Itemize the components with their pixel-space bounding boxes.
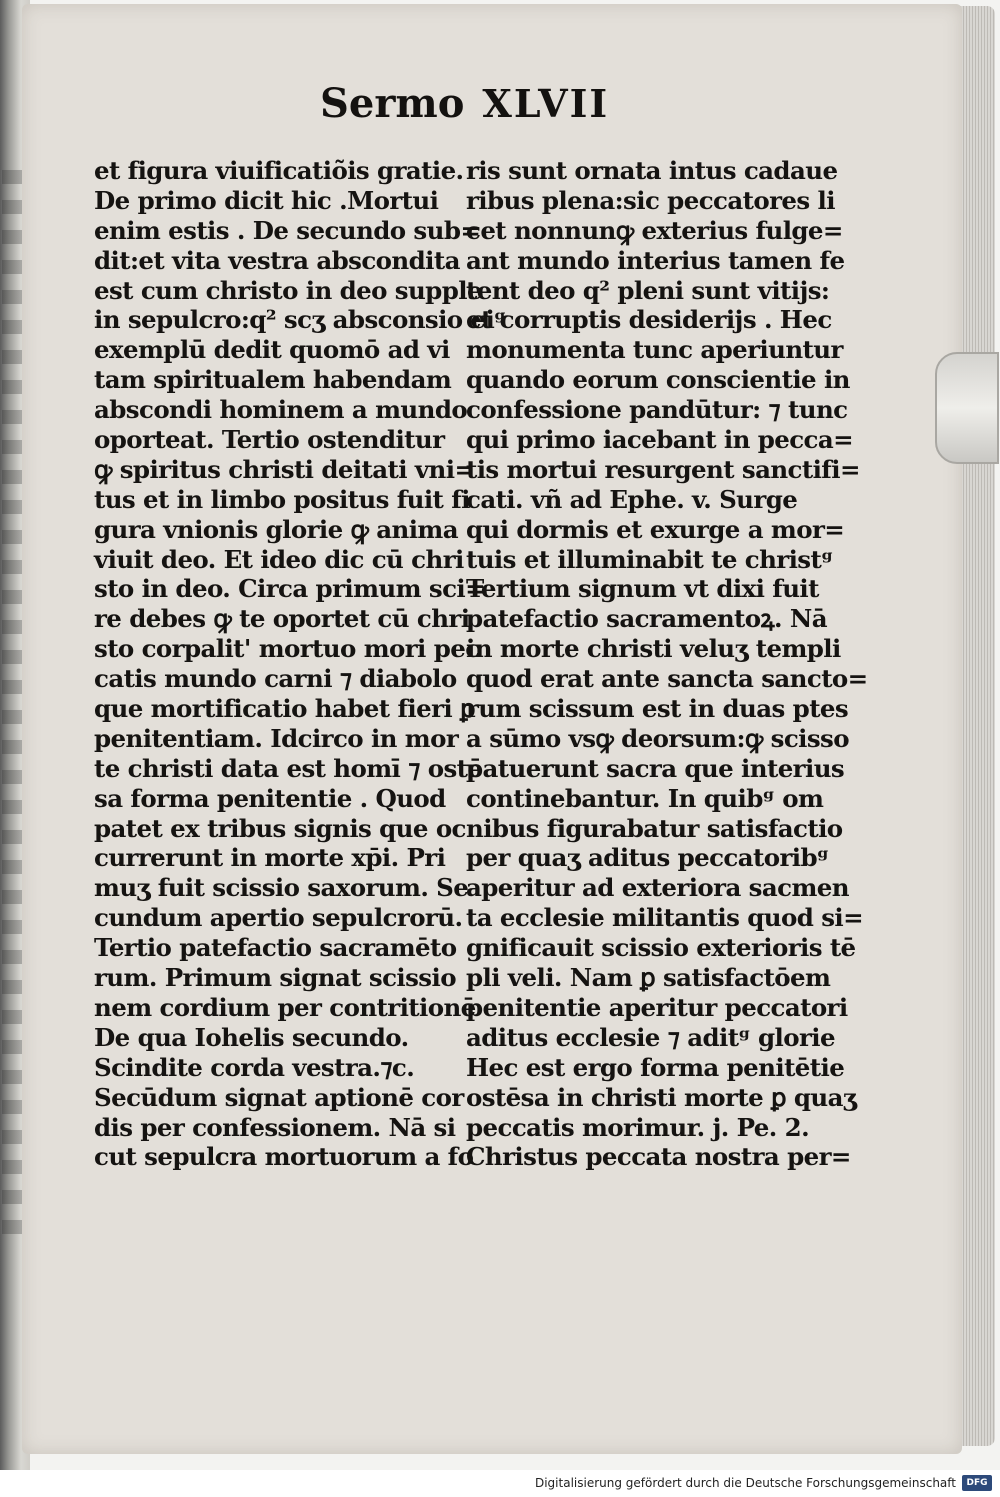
text-line: dit:et vita vestra abscondita [94,245,460,275]
text-line: que mortificatio habet fieri ꝑ [94,694,475,724]
sermon-number: XLVII [482,81,610,126]
digitization-footer [0,1470,1000,1497]
text-line: et figura viuificatiõis gratie. [94,156,464,185]
text-line: continebantur. In quibᵍ om [466,783,824,813]
text-line: per quaʒ aditus peccatoribᵍ [466,843,829,873]
dfg-logo: DFG [962,1475,992,1491]
text-line: ant mundo interius tamen fe [466,245,845,275]
text-line: cati. vñ ad Ephe. v. Surge [466,484,798,514]
text-line: patet ex tribus signis que oc [94,813,466,843]
text-line: Hec est ergo forma penitētie [466,1052,845,1082]
text-column-right [466,156,868,1172]
text-line: patefactio sacramentoꝝ. Nā [466,604,827,634]
funding-credit: Digitalisierung gefördert durch die Deutsche Forschungsgemeinschaft [534,1476,956,1490]
text-line: sto in deo. Circa primum sci= [94,574,486,604]
page-header [320,80,609,140]
text-line: exemplū dedit quomō ad vi [94,335,450,365]
text-line: et corruptis desiderijs . Hec [466,305,832,335]
text-line: Scindite corda vestra.⁊c. [94,1052,415,1082]
text-line: oporteat. Tertio ostenditur [94,425,445,455]
text-line: rum. Primum signat scissio [94,963,456,993]
text-line: enim estis . De secundo sub= [94,215,481,245]
text-line: quando eorum conscientie in [466,365,850,395]
text-line: dis per confessionem. Nā si [94,1112,456,1142]
text-line: tent deo q² pleni sunt vitijs: [466,275,830,305]
text-line: rum scissum est in duas ptes [466,694,849,724]
text-line: ris sunt ornata intus cadaue [466,156,838,185]
text-line: ꝙ spiritus christi deitati vni= [94,454,475,484]
text-line: est cum christo in deo supple [94,275,482,305]
text-line: sa forma penitentie . Quod [94,783,446,813]
text-line: confessione pandūtur: ⁊ tunc [466,395,848,425]
text-line: aditus ecclesie ⁊ aditᵍ glorie [466,1022,835,1052]
text-line: patuerunt sacra que interius [466,753,845,783]
text-line: tuis et illuminabit te christᵍ [466,544,833,574]
text-line: cet nonnunꝙ exterius fulge= [466,215,843,245]
text-line: De primo dicit hic .Mortui [94,185,439,215]
running-title: Sermo [320,80,465,127]
text-line: te christi data est homī ⁊ ostē [94,753,483,783]
text-line: tus et in limbo positus fuit fi [94,484,470,514]
text-line: a sūmo vsꝙ deorsum:ꝙ scisso [466,723,849,753]
text-line: quod erat ante sancta sancto= [466,664,868,694]
text-line: currerunt in morte xp̄i. Pri [94,843,446,873]
text-line: Secūdum signat aptionē cor [94,1082,464,1112]
text-line: qui dormis et exurge a mor= [466,514,845,544]
book-clasp [935,352,999,464]
text-line: sto corpalit' mortuo mori pec [94,634,480,664]
text-line: aperitur ad exteriora sacmen [466,873,849,903]
text-line: De qua Iohelis secundo. [94,1022,409,1052]
text-line: pli veli. Nam ꝑ satisfactōem [466,963,831,993]
text-line: Christus peccata nostra per= [466,1142,851,1172]
text-line: ribus plena:sic peccatores li [466,185,835,215]
text-line: nem cordium per contritionē [94,992,476,1022]
text-line: qui primo iacebant in pecca= [466,425,854,455]
text-line: catis mundo carni ⁊ diabolo [94,664,457,694]
text-line: nibus figurabatur satisfactio [466,813,843,843]
text-line: cundum apertio sepulcrorū. [94,903,463,933]
text-line: ostēsa in christi morte ꝑ quaʒ [466,1082,857,1112]
text-line: in morte christi veluʒ templi [466,634,841,664]
text-line: peccatis morimur. j. Pe. 2. [466,1112,810,1142]
text-line: abscondi hominem a mundo [94,395,468,425]
text-line: tis mortui resurgent sanctifi= [466,454,860,484]
text-line: penitentiam. Idcirco in mor [94,723,459,753]
text-line: cut sepulcra mortuorum a fo [94,1142,474,1172]
text-line: gura vnionis glorie ꝙ anima [94,514,459,544]
text-line: re debes ꝙ te oportet cū chri [94,604,470,634]
text-column-left [94,156,506,1172]
text-line: Tertio patefactio sacramēto [94,933,457,963]
text-line: monumenta tunc aperiuntur [466,335,843,365]
text-line: ta ecclesie militantis quod si= [466,903,864,933]
text-line: muʒ fuit scissio saxorum. Se [94,873,469,903]
text-line: penitentie aperitur peccatori [466,992,848,1022]
text-line: in sepulcro:q² scʒ absconsio eiᵍ [94,305,506,335]
text-line: tam spiritualem habendam [94,365,452,395]
text-line: viuit deo. Et ideo dic cū chri [94,544,464,574]
text-line: gnificauit scissio exterioris tē [466,933,856,963]
text-line: Tertium signum vt dixi fuit [466,574,819,604]
